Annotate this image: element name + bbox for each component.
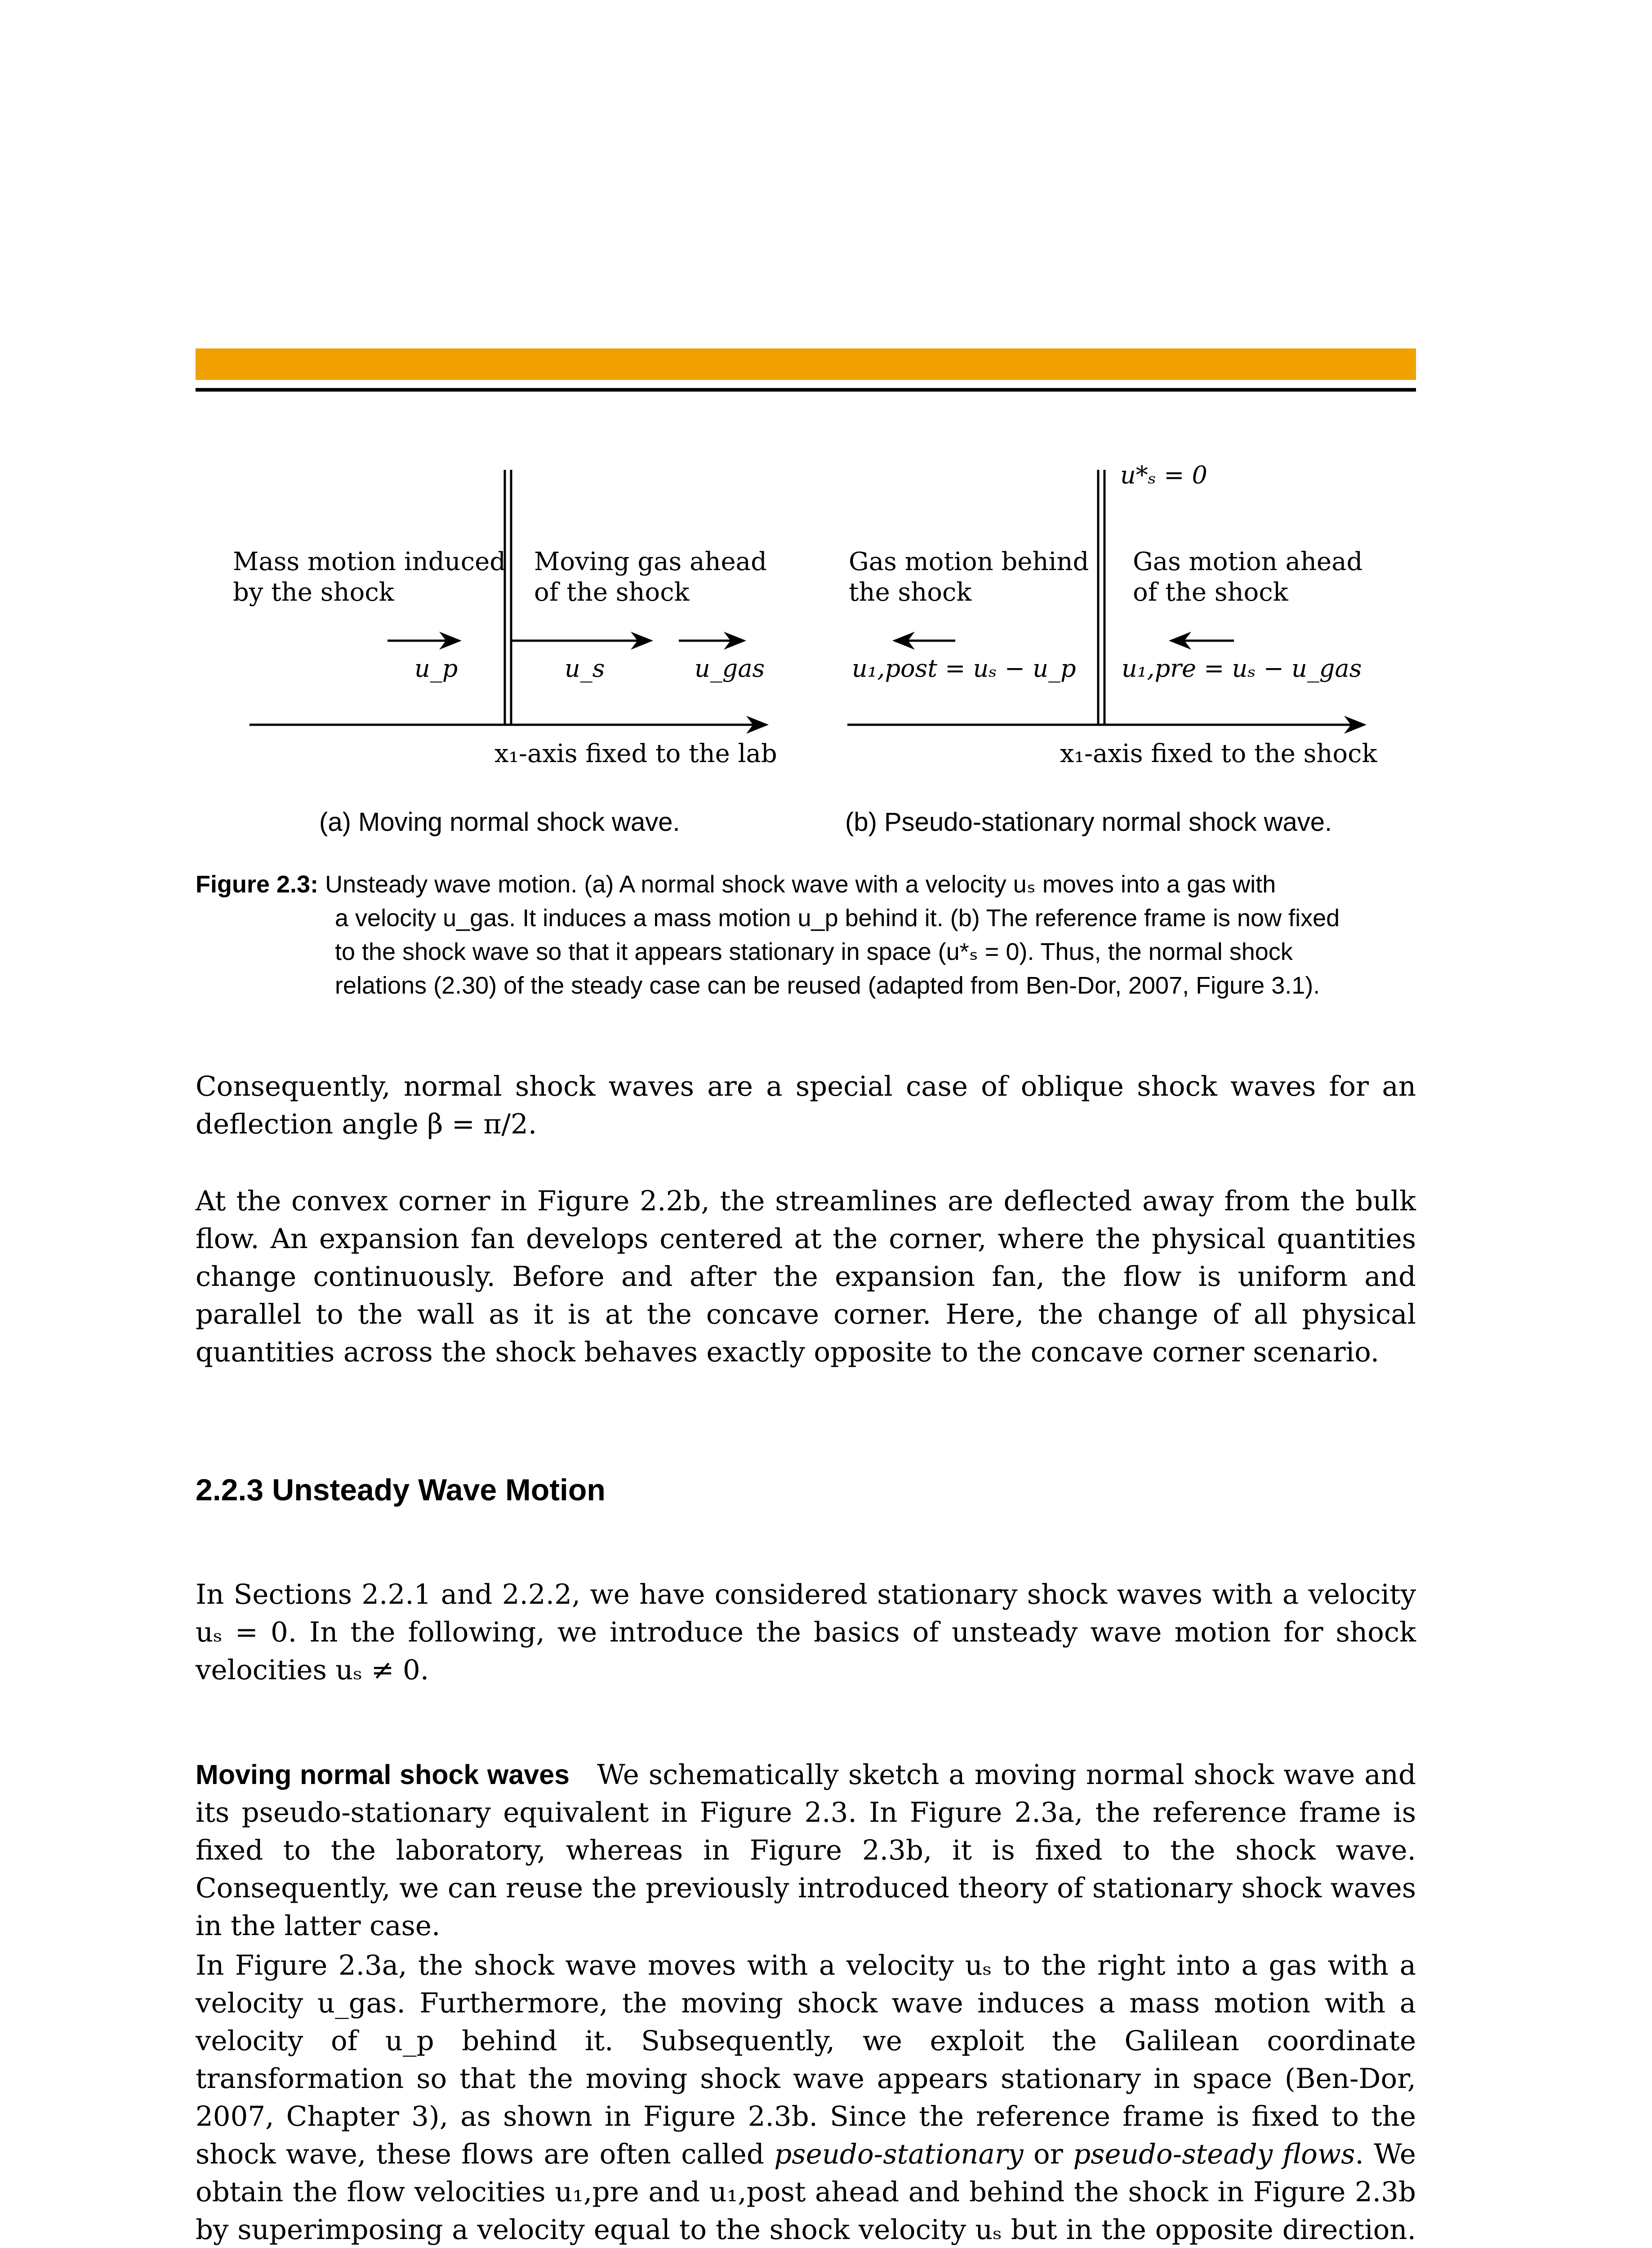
paragraph-4-text: We schematically sketch a moving normal shock wave and its pseudo-stationary equivalent in Figure 2.3. In Figure 2.3a, the reference frame is fixed to the laboratory, whereas in Figure 2.3b, it is fixed to the shock wave. Consequently, we can reuse the previously introduced theory of stationary shock waves in the latter case. bbox=[196, 1759, 1416, 1942]
caption-line-4: relations (2.30) of the steady case can be reused (adapted from Ben-Dor, 2007, Figure 3.1). bbox=[335, 972, 1320, 999]
label-us: u_s bbox=[565, 654, 605, 682]
axis-label-a: x₁-axis fixed to the lab bbox=[494, 739, 777, 768]
paragraph-2: At the convex corner in Figure 2.2b, the streamlines are deflected away from the bulk flow. An expansion fan develops centered at the corner, where the physical quantities change continuously. Before and after the expansion fan, the flow is uniform and parallel to the wall as it is at the concave corner. Here, the change of all physical quantities across the shock behaves exactly opposite to the concave corner scenario. bbox=[196, 1185, 1416, 1368]
label-ugas: u_gas bbox=[695, 654, 765, 682]
runin-heading: Moving normal shock waves bbox=[196, 1759, 570, 1790]
panel-a-left-label-line1: Mass motion induced bbox=[233, 547, 506, 576]
label-u1post: u₁,post = uₛ − u_p bbox=[852, 654, 1076, 682]
label-up: u_p bbox=[414, 654, 458, 682]
p5-text-2: or bbox=[1023, 2138, 1073, 2170]
caption-label: Figure 2.3: bbox=[196, 871, 319, 898]
p5-text-3: . We obtain the flow velocities u₁,pre and u₁,post ahead and behind the shock in Figure 2.3b by superimposing a velocity equal to the shock velocity uₛ but in the opposite direction. bbox=[196, 2138, 1416, 2246]
panel-b-left-label-line2: the shock bbox=[849, 578, 972, 607]
axis-label-b: x₁-axis fixed to the shock bbox=[1060, 739, 1377, 768]
subcaption-b: (b) Pseudo-stationary normal shock wave. bbox=[845, 807, 1332, 837]
paragraph-5 bbox=[196, 1947, 1416, 2248]
panel-a-right-label-line1: Moving gas ahead bbox=[534, 547, 767, 576]
p5-emphasis-2: pseudo-steady flows bbox=[1073, 2138, 1355, 2170]
subcaption-a: (a) Moving normal shock wave. bbox=[319, 807, 680, 837]
p5-emphasis-1: pseudo-stationary bbox=[774, 2138, 1024, 2170]
panel-b-right-label-line1: Gas motion ahead bbox=[1133, 547, 1363, 576]
panel-b bbox=[847, 461, 1378, 768]
panel-a bbox=[233, 470, 777, 768]
panel-b-left-label-line1: Gas motion behind bbox=[849, 547, 1089, 576]
caption-line-3: to the shock wave so that it appears stationary in space (u*ₛ = 0). Thus, the normal shock bbox=[335, 938, 1293, 965]
caption-text-1: Unsteady wave motion. (a) A normal shock wave with a velocity uₛ moves into a gas with bbox=[318, 871, 1276, 898]
label-u1pre: u₁,pre = uₛ − u_gas bbox=[1122, 654, 1362, 682]
panel-a-left-label-line2: by the shock bbox=[233, 578, 394, 607]
label-us-star-zero: u*ₛ = 0 bbox=[1120, 461, 1207, 489]
section-heading: 2.2.3 Unsteady Wave Motion bbox=[196, 1473, 606, 1507]
figure-2-3-diagram bbox=[0, 0, 1652, 854]
paragraph-4 bbox=[196, 1756, 1416, 1945]
panel-b-right-label-line2: of the shock bbox=[1133, 578, 1288, 607]
figure-caption bbox=[196, 868, 1427, 1003]
paragraph-3: In Sections 2.2.1 and 2.2.2, we have considered stationary shock waves with a velocity uₛ = 0. In the following, we introduce the basics of unsteady wave motion for shock velocities uₛ ≠ 0. bbox=[196, 1579, 1416, 1686]
caption-line-2: a velocity u_gas. It induces a mass motion u_p behind it. (b) The reference frame is now fixed bbox=[335, 905, 1340, 932]
caption-line-1 bbox=[196, 868, 1427, 901]
p5-text-1: In Figure 2.3a, the shock wave moves with a velocity uₛ to the right into a gas with a velocity u_gas. Furthermore, the moving shock wave induces a mass motion with a velocity of u_p behind it. Subsequently, we exploit the Galilean coordinate transformation so that the moving shock wave appears stationary in space (Ben-Dor, 2007, Chapter 3), as shown in Figure 2.3b. Since the reference frame is fixed to the shock wave, these flows are often called bbox=[196, 1949, 1416, 2170]
panel-a-right-label-line2: of the shock bbox=[534, 578, 690, 607]
paragraph-1: Consequently, normal shock waves are a special case of oblique shock waves for an deflection angle β = π/2. bbox=[196, 1070, 1416, 1140]
